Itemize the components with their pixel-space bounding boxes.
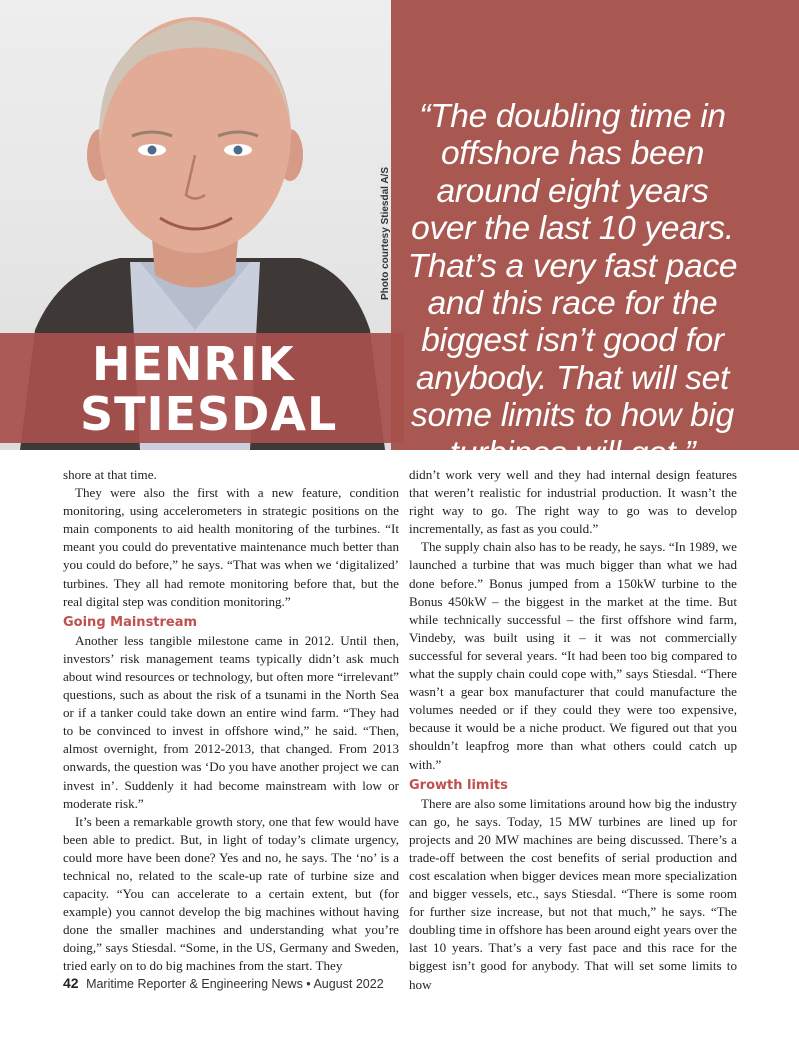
paragraph: The supply chain also has to be ready, he says. “In 1989, we launched a turbine that was much bigger than what we had done before.” Bonus jumped from a 150kW turbine to the Bonus 450kW – the biggest in the market at the time. But while technically successful – the first offshore wind farm, Vindeby, was built using it – it was not commercially successful for several years. “It had been too big compared to what the supply chain could cope with,” says Stiesdal. “There wasn’t a gear box manufacturer that could manufacture the volumes needed or if they could they were too expensive, because it would be a niche product. We figured out that you shouldn’t leapfrog more than what others could catch up with.” <box>409 539 737 772</box>
page-footer <box>63 975 384 991</box>
paragraph: There are also some limitations around how big the industry can go, he says. Today, 15 MW turbines are lined up for projects and 20 MW machines are being discussed. There’s a trade-off between the cost benefits of serial production and cost escalation when bigger devices mean more specialization and bigger vessels, etc., says Stiesdal. “There is some room for further size increase, but not that much,” he says. “The doubling time in offshore has been around eight years over the last 10 years. That’s a very fast pace and this race for the biggest isn’t good for anybody. That will set some limits to how <box>409 795 737 992</box>
name-first: HENRIK <box>92 337 295 391</box>
hero-section <box>0 0 799 472</box>
paragraph: Another less tangible milestone came in 2012. Until then, investors’ risk management teams typically didn’t ask much about wind resources or technology, but often more “irrelevant” questions, such as about the risk of a tsunami in the North Sea or if a tanker could take down an entire wind farm. “They had to be convinced to invest in offshore wind,” he said. “Then, almost overnight, from 2012-2013, that changed. From 2013 onwards, the question was ‘Do you have another project we can invest in’. Suddenly it had become mainstream with low or moderate risk.” <box>63 632 399 811</box>
page-number: 42 <box>63 975 79 991</box>
paragraph: shore at that time. <box>63 467 157 482</box>
photo-credit: Photo courtesy Stiesdal A/S <box>380 167 391 300</box>
paragraph: didn’t work very well and they had internal design features that weren’t realistic for industrial production. It wasn’t the right way to go. The right way to go was to develop incrementally, as fast as you could.” <box>409 467 737 537</box>
section-heading-going-mainstream: Going Mainstream <box>63 614 198 630</box>
publication-info: Maritime Reporter & Engineering News • August 2022 <box>86 977 384 991</box>
paragraph: They were also the first with a new feature, condition monitoring, using accelerometers in strategic positions on the main components to aid health monitoring of the turbines. “It meant you could do preventative maintenance much better than you could do before,” he says. “That was when we ‘digitalized’ turbines. They all had remote monitoring before that, but the real digital step was condition monitoring.” <box>63 485 399 609</box>
pull-quote: “The doubling time in offshore has been around eight years over the last 10 years. That’s a very fast pace and this race for the biggest isn’t good for anybody. That will set some limits to how big turbines will get.” <box>407 98 738 472</box>
left-column <box>63 466 399 976</box>
section-heading-growth-limits: Growth limits <box>409 777 508 793</box>
right-column <box>409 466 737 994</box>
paragraph: It’s been a remarkable growth story, one that few would have been able to predict. But, in light of today’s climate urgency, could more have been done? Yes and no, he says. The ‘no’ is a technical no, related to the scale-up rate of turbine size and capacity. “You can accelerate to a certain extent, but (for example) you cannot develop the big machines without having done the smaller machines and understanding what you’re doing,” says Stiesdal. “Some, in the US, Germany and Sweden, tried early on to do big machines from the start. They <box>63 813 399 974</box>
name-last: STIESDAL <box>80 387 338 441</box>
